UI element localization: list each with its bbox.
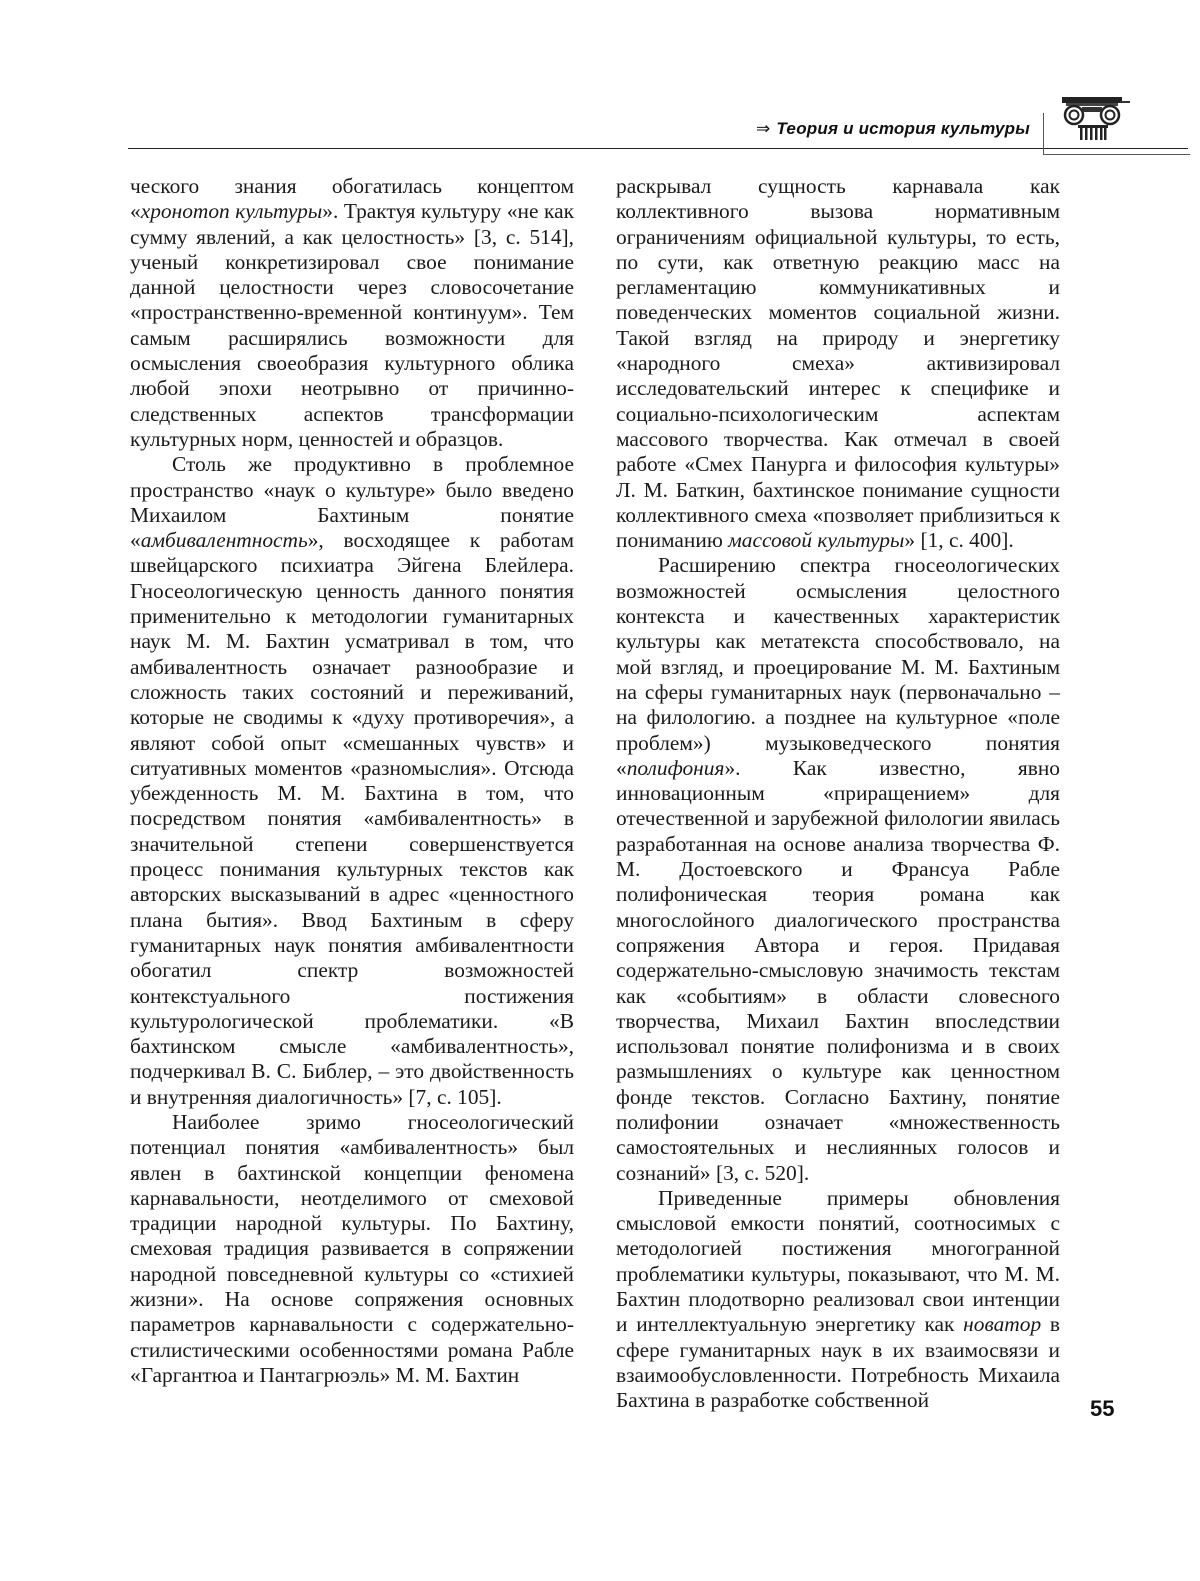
section-title: Теория и история культуры — [776, 119, 1030, 138]
text-run: ческого знания обогатилась концептом « — [130, 174, 574, 224]
text-run: в сфере гуманитарных наук в их взаимосвязи и взаимообусловленности. Потребность Михаила Бахтина в разработке собственной — [616, 1312, 1060, 1413]
italic-term: полифония — [626, 755, 725, 780]
left-column — [130, 174, 574, 1388]
italic-term: массовой культуры — [728, 528, 905, 553]
paragraph — [616, 174, 1060, 553]
text-run: Столь же продуктивно в проблемное пространство «наук о культуре» было введено Михаилом Бахтиным понятие « — [130, 452, 574, 553]
text-run: ». Как известно, явно инновационным «приращением» для отечественной и зарубежной филологии явилась разработанная на основе анализа творчества Ф. М. Достоевского и Франсуа Рабле полифоническая теория романа как многослойного диалогического пространства сопряжения Автора и героя. Придавая содержательно-смысловую значимость текстам как «событиям» в области словесного творчества, Михаил Бахтин впоследствии использовал понятие полифонизма и в своих размышлениях о культуре как ценностном фонде текстов. Согласно Бахтину, понятие полифонии означает «множественность самостоятельных и неслиянных голосов и сознаний» [3, с. 520]. — [616, 755, 1060, 1185]
text-run: Наиболее зримо гносеологический потенциал понятия «амбивалентность» был явлен в бахтинской концепции феномена карнавальности, неотделимого от смеховой традиции народной культуры. По Бахтину, смеховая традиция развивается в сопряжении народной повседневной культуры со «стихией жизни». На основе сопряжения основных параметров карнавальности с содержательно-стилистическими особенностями романа Рабле «Гаргантюа и Пантагрюэль» М. М. Бахтин — [130, 1109, 574, 1387]
paragraph — [616, 1186, 1060, 1414]
text-run: ». Трактуя культуру «не как сумму явлений, а как целостность» [3, с. 514], ученый конкретизировал свое понимание данной целостности через словосочетание «пространственно-временной континуум». Тем самым расширялись возможности для осмысления своеобразия культурного облика любой эпохи неотрывно от причинно-следственных аспектов трансформации культурных норм, ценностей и образцов. — [130, 199, 574, 451]
italic-term: амбивалентность — [140, 528, 308, 553]
ionic-column-capital-icon — [1060, 95, 1132, 140]
arrow-icon: ⇒ — [755, 119, 771, 138]
page-number: 55 — [1090, 1396, 1115, 1421]
text-run: Расширению спектра гносеологических возможностей осмысления целостного контекста и качественных характеристик культуры как метатекста способствовало, на мой взгляд, и проецирование М. М. Бахтиным на сферы гуманитарных наук (первоначально – на филологию. а позднее на культурное «поле проблем») музыковедческого понятия « — [616, 553, 1060, 780]
italic-term: хронотоп культуры — [140, 199, 323, 224]
paragraph — [130, 1110, 574, 1388]
paragraph — [130, 452, 574, 1110]
text-run: » [1, с. 400]. — [904, 528, 1014, 553]
text-run: », восходящее к работам швейцарского психиатра Эйгена Блейлера. Гносеологическую ценность данного понятия применительно к методологии гуманитарных наук М. М. Бахтин усматривал в том, что амбивалентность означает разнообразие и сложность таких состояний и переживаний, которые не сводимы к «духу противоречия», а являют собой опыт «смешанных чувств» и ситуативных моментов «разномыслия». Отсюда убежденность М. М. Бахтина в том, что посредством понятия «амбивалентность» в значительной степени совершенствуется процесс понимания культурных текстов как авторских высказываний в адрес «ценностного плана бытия». Ввод Бахтиным в сферу гуманитарных наук понятия амбивалентности обогатил спектр возможностей контекстуального постижения культурологической проблематики. «В бахтинском смысле «амбивалентность», подчеркивал В. С. Библер, – это двойственность и внутренняя диалогичность» [7, с. 105]. — [130, 528, 574, 1109]
right-column — [616, 174, 1060, 1414]
running-header — [756, 119, 1030, 139]
header-rule-secondary — [1044, 154, 1190, 155]
header-divider — [1043, 113, 1044, 155]
paragraph — [616, 553, 1060, 1185]
italic-term: новатор — [963, 1312, 1042, 1337]
text-run: Приведенные примеры обновления смысловой емкости понятий, соотносимых с методологией постижения многогранной проблематики культуры, показывают, что М. М. Бахтин плодотворно реализовал свои интенции и интеллектуальную энергетику как — [616, 1185, 1060, 1337]
header-rule — [128, 148, 1188, 149]
paragraph — [130, 174, 574, 452]
text-run: раскрывал сущность карнавала как коллективного вызова нормативным ограничениям официальной культуры, то есть, по сути, как ответную реакцию масс на регламентацию коммуникативных и поведенческих моментов социальной жизни. Такой взгляд на природу и энергетику «народного смеха» активизировал исследовательский интерес к специфике и социально-психологическим аспектам массового творчества. Как отмечал в своей работе «Смех Панурга и философия культуры» Л. М. Баткин, бахтинское понимание сущности коллективного смеха «позволяет приблизиться к пониманию — [616, 174, 1060, 553]
